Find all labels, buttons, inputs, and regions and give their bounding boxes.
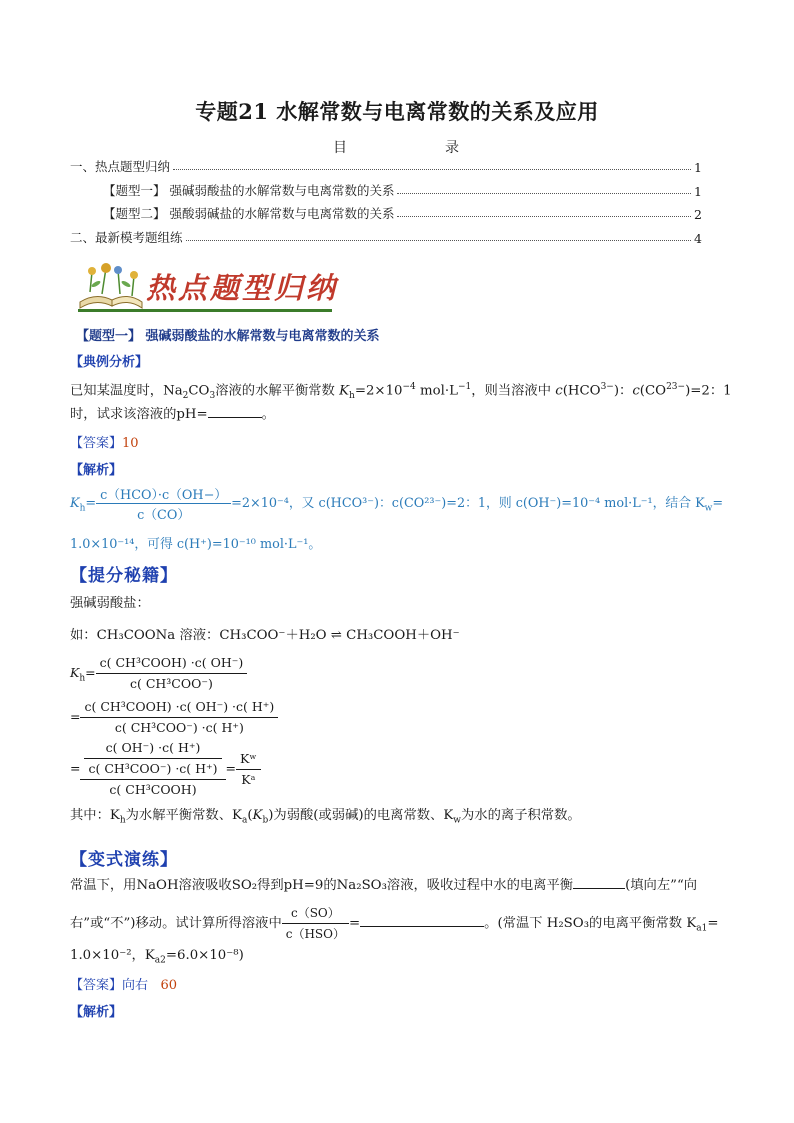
toc-row[interactable] (70, 226, 702, 246)
tips-intro: 强碱弱酸盐： (70, 596, 150, 611)
page-title: 专题21 水解常数与电离常数的关系及应用 (195, 99, 599, 124)
question-line-2: 时，试求该溶液的pH= 。 (70, 407, 275, 422)
toc-heading-right: 录 (445, 140, 459, 156)
answer-row: 【答案】10 (70, 436, 139, 451)
question-line-1: 已知某温度时，$Na_2CO_3$溶液的水解平衡常数 $K_h=2\times 10^{-4}$ $mol\cdot L^{-1}$，则当溶液中 $c(HCO^{3-})$：$c(CO^{23-})=2$：1 (70, 382, 732, 402)
analysis-line-2: 1.0×10⁻¹⁴，可得 c(H⁺)=10⁻¹⁰ mol·L⁻¹。 (70, 537, 322, 552)
practice-line-1: 常温下，用NaOH溶液吸收SO₂得到pH=9的Na₂SO₃溶液，吸收过程中水的电离平衡 (填向左”“向 (70, 878, 698, 893)
tips-tag: 【提分秘籍】 (70, 566, 178, 586)
toc-label: 【题型一】 强碱弱酸盐的水解常数与电离常数的关系 (103, 183, 395, 198)
tips-example: 如：CH₃COONa 溶液：CH₃COO⁻＋H₂O ⇌ CH₃COOH＋OH⁻ (70, 628, 460, 643)
toc-page: 2 (694, 207, 702, 222)
section-banner (76, 262, 339, 310)
toc-leader (186, 240, 692, 241)
toc-heading-left: 目 (333, 140, 347, 156)
toc-label: 一、热点题型归纳 (70, 159, 171, 174)
answer-blank[interactable] (573, 888, 625, 889)
toc-label: 【题型二】 强酸弱碱盐的水解常数与电离常数的关系 (103, 206, 395, 221)
toc-leader (173, 169, 691, 170)
practice-tag: 【变式演练】 (70, 850, 178, 870)
practice-answer-row: 【答案】向右 60 (70, 978, 177, 993)
answer-blank[interactable] (208, 417, 262, 418)
tips-note: 其中：$K_h$为水解平衡常数、$K_a(K_b)$为弱酸(或弱碱)的电离常数、$K_w$为水的离子积常数。 (70, 808, 581, 826)
practice-line-2: 右”或“不”)移动。试计算所得溶液中 $\frac{c(SO)}{\text{c（HSO）}}$ = 。(常温下 H₂SO₃的电离平衡常数 $K_{a1}=$ (70, 903, 719, 944)
example-tag: 【典例分析】 (70, 355, 149, 370)
toc-label: 二、最新模考题组练 (70, 230, 183, 245)
banner-title: 热点题型归纳 (146, 271, 339, 305)
toc-row[interactable] (70, 202, 702, 222)
answer-value: 10 (122, 436, 139, 451)
banner-underline (78, 309, 332, 312)
toc-row[interactable] (70, 179, 702, 199)
toc-page: 4 (694, 231, 702, 246)
toc-leader (397, 193, 691, 194)
formula-1: $K_h=$ $\frac{\text{c( CH³COOH) ·c( OH⁻)}}{\text{c( CH³COO⁻)}}$ (70, 653, 247, 694)
practice-line-3: 1.0×10⁻²，$K_{a2}=6.0\times 10^{-8}$) (70, 948, 244, 966)
toc-page: 1 (694, 160, 702, 175)
practice-analysis-tag: 【解析】 (70, 1005, 123, 1020)
analysis-line-1: $K_h=$ $\frac{\text{c（HCO）·c（OH−）}}{c(CO)}$ =2×10⁻⁴，又 c(HCO³⁻)：c(CO²³⁻)=2：1，则 c(OH⁻)=10⁻⁴ mol·L⁻¹，结合 $K_w=$ (70, 484, 723, 523)
analysis-tag: 【解析】 (70, 463, 123, 478)
formula-2: = $\frac{\text{c( CH³COOH) ·c( OH⁻) ·c( H⁺)}}{\text{c( CH³COO⁻) ·c( H⁺)}}$ (70, 697, 278, 738)
answer-blank[interactable] (360, 926, 484, 927)
question-type-label: 【题型一】 强碱弱酸盐的水解常数与电离常数的关系 (76, 329, 380, 344)
formula-3: = $\frac{\frac{c( OH^-) \cdot c( H^+)}{\text{c( CH³COO⁻) ·c( H⁺)}}}{\text{c( CH³COOH)}}$ = $\frac{\text{Kʷ}}{\text{Kᵃ}}$ (70, 738, 261, 800)
toc-leader (397, 216, 691, 217)
toc-page: 1 (694, 184, 702, 199)
toc-row[interactable] (70, 155, 702, 175)
